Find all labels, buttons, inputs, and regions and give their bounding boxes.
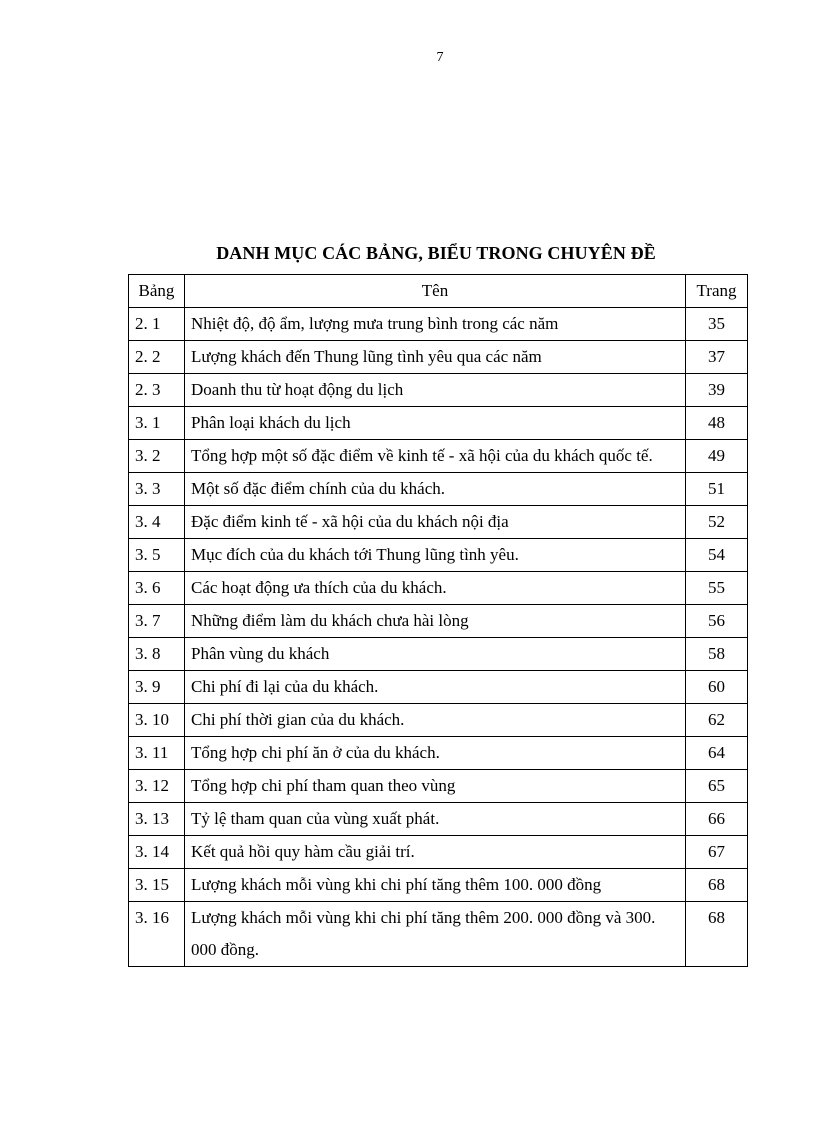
row-name: Một số đặc điểm chính của du khách. — [185, 473, 686, 506]
row-page: 39 — [686, 374, 748, 407]
row-page: 52 — [686, 506, 748, 539]
table-row — [129, 869, 748, 902]
row-name: Chi phí thời gian của du khách. — [185, 704, 686, 737]
document-title: DANH MỤC CÁC BẢNG, BIỂU TRONG CHUYÊN ĐỀ — [216, 243, 656, 263]
row-id: 2. 2 — [129, 341, 185, 374]
row-id: 3. 2 — [129, 440, 185, 473]
row-id: 3. 12 — [129, 770, 185, 803]
row-id: 3. 7 — [129, 605, 185, 638]
row-id: 3. 8 — [129, 638, 185, 671]
table-row — [129, 902, 748, 967]
table-row — [129, 506, 748, 539]
row-id: 3. 4 — [129, 506, 185, 539]
row-name: Tổng hợp chi phí ăn ở của du khách. — [185, 737, 686, 770]
row-name: Chi phí đi lại của du khách. — [185, 671, 686, 704]
table-row — [129, 803, 748, 836]
row-name: Mục đích của du khách tới Thung lũng tình yêu. — [185, 539, 686, 572]
page-number: 7 — [436, 50, 444, 65]
row-id: 3. 14 — [129, 836, 185, 869]
row-name: Phân loại khách du lịch — [185, 407, 686, 440]
row-page: 60 — [686, 671, 748, 704]
row-name: Các hoạt động ưa thích của du khách. — [185, 572, 686, 605]
row-name: Đặc điểm kinh tế - xã hội của du khách nội địa — [185, 506, 686, 539]
row-page: 55 — [686, 572, 748, 605]
table-row — [129, 704, 748, 737]
row-page: 64 — [686, 737, 748, 770]
row-id: 3. 13 — [129, 803, 185, 836]
table-row — [129, 308, 748, 341]
row-page: 58 — [686, 638, 748, 671]
row-page: 67 — [686, 836, 748, 869]
row-id: 3. 1 — [129, 407, 185, 440]
row-id: 3. 11 — [129, 737, 185, 770]
row-page: 49 — [686, 440, 748, 473]
row-id: 3. 10 — [129, 704, 185, 737]
row-id: 3. 9 — [129, 671, 185, 704]
row-id: 3. 6 — [129, 572, 185, 605]
row-name: Tổng hợp một số đặc điểm về kinh tế - xã hội của du khách quốc tế. — [185, 440, 686, 473]
row-name: Phân vùng du khách — [185, 638, 686, 671]
row-name: Tổng hợp chi phí tham quan theo vùng — [185, 770, 686, 803]
row-page: 51 — [686, 473, 748, 506]
table-row — [129, 770, 748, 803]
row-page: 35 — [686, 308, 748, 341]
table-row — [129, 638, 748, 671]
table-row — [129, 539, 748, 572]
table-row — [129, 737, 748, 770]
table-row — [129, 440, 748, 473]
row-name: Lượng khách đến Thung lũng tình yêu qua các năm — [185, 341, 686, 374]
row-name: Lượng khách mỗi vùng khi chi phí tăng thêm 100. 000 đồng — [185, 869, 686, 902]
row-name: Doanh thu từ hoạt động du lịch — [185, 374, 686, 407]
row-page: 66 — [686, 803, 748, 836]
table-header-row — [129, 275, 748, 308]
row-page: 54 — [686, 539, 748, 572]
row-name: Những điểm làm du khách chưa hài lòng — [185, 605, 686, 638]
header-id: Bảng — [129, 275, 185, 308]
row-page: 48 — [686, 407, 748, 440]
row-page: 37 — [686, 341, 748, 374]
table-row — [129, 836, 748, 869]
table-row — [129, 341, 748, 374]
header-page: Trang — [686, 275, 748, 308]
row-id: 3. 15 — [129, 869, 185, 902]
row-id: 3. 3 — [129, 473, 185, 506]
row-name: Nhiệt độ, độ ẩm, lượng mưa trung bình trong các năm — [185, 308, 686, 341]
row-page: 56 — [686, 605, 748, 638]
table-row — [129, 572, 748, 605]
row-name: Kết quả hồi quy hàm cầu giải trí. — [185, 836, 686, 869]
table-row — [129, 374, 748, 407]
table-row — [129, 407, 748, 440]
row-id: 3. 16 — [129, 902, 185, 967]
row-page: 68 — [686, 869, 748, 902]
table-body — [129, 308, 748, 967]
row-name: Tỷ lệ tham quan của vùng xuất phát. — [185, 803, 686, 836]
table-list — [128, 274, 748, 967]
row-id: 3. 5 — [129, 539, 185, 572]
row-id: 2. 3 — [129, 374, 185, 407]
row-id: 2. 1 — [129, 308, 185, 341]
row-name: Lượng khách mỗi vùng khi chi phí tăng thêm 200. 000 đồng và 300. 000 đồng. — [185, 902, 686, 967]
table-row — [129, 473, 748, 506]
row-page: 62 — [686, 704, 748, 737]
row-page: 68 — [686, 902, 748, 967]
table-row — [129, 605, 748, 638]
header-name: Tên — [185, 275, 686, 308]
row-page: 65 — [686, 770, 748, 803]
table-row — [129, 671, 748, 704]
